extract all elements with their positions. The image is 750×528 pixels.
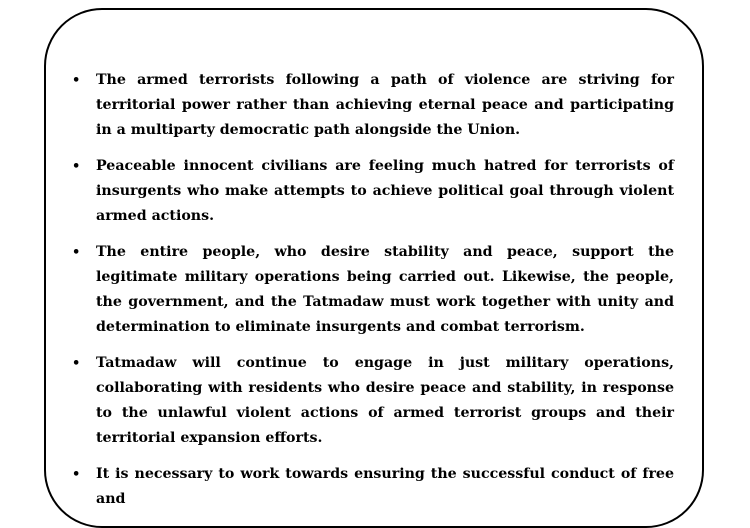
bullet-dot-icon: • bbox=[72, 159, 81, 174]
bullet-list bbox=[70, 68, 674, 523]
bullet-item bbox=[70, 154, 674, 229]
bullet-text: The armed terrorists following a path of violence are striving for territorial power rather than achieving eternal peace and participating in a multiparty democratic path alongside the Union. bbox=[96, 72, 674, 138]
bullet-text: Peaceable innocent civilians are feeling much hatred for terrorists of insurgents who make attempts to achieve political goal through violent armed actions. bbox=[96, 158, 674, 224]
bullet-item bbox=[70, 240, 674, 340]
bullet-dot-icon: • bbox=[72, 73, 81, 88]
bullet-text: Tatmadaw will continue to engage in just military operations, collaborating with residents who desire peace and stability, in response to the unlawful violent actions of armed terrorist groups and their territorial expansion efforts. bbox=[96, 355, 674, 446]
bullet-item bbox=[70, 68, 674, 143]
bullet-dot-icon: • bbox=[72, 356, 81, 371]
bullet-dot-icon: • bbox=[72, 245, 81, 260]
bullet-dot-icon: • bbox=[72, 467, 81, 482]
bullet-text: It is necessary to work towards ensuring the successful conduct of free and bbox=[96, 466, 674, 507]
bullet-text: The entire people, who desire stability and peace, support the legitimate military operations being carried out. Likewise, the people, the government, and the Tatmadaw must work together with unity and determination to eliminate insurgents and combat terrorism. bbox=[96, 244, 674, 335]
bullet-item bbox=[70, 462, 674, 512]
bullet-item bbox=[70, 351, 674, 451]
